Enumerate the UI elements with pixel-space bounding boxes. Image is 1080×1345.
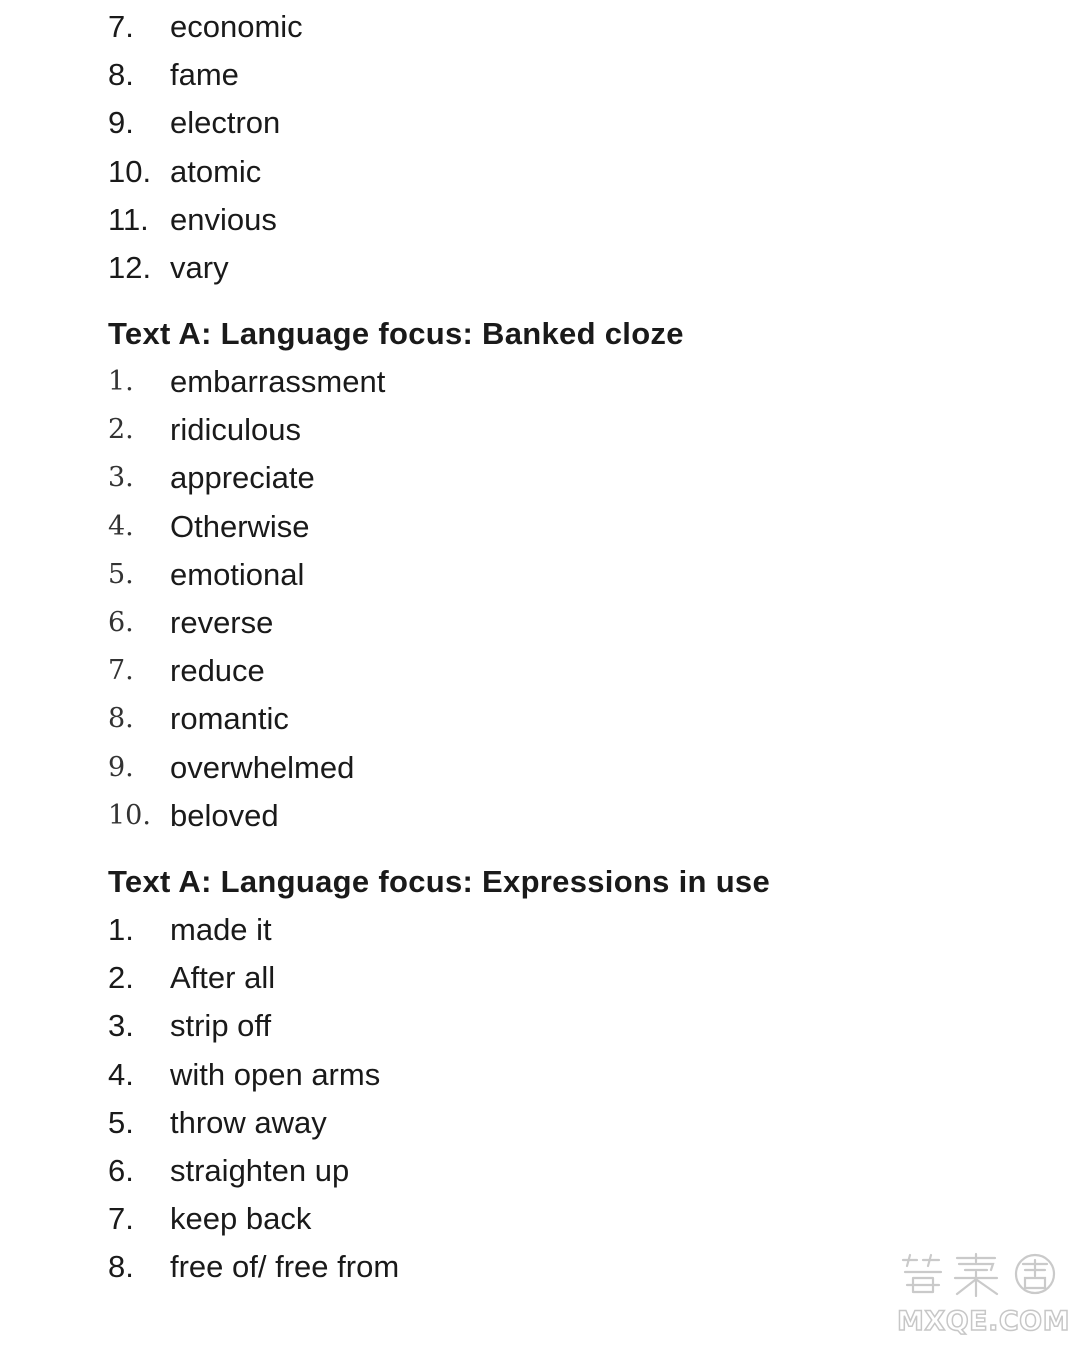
- item-number: 9.: [108, 105, 134, 141]
- answer-list-continued: [108, 3, 303, 292]
- item-answer: keep back: [170, 1201, 312, 1237]
- item-answer: fame: [170, 57, 239, 93]
- item-answer: ridiculous: [170, 412, 301, 448]
- item-answer: embarrassment: [170, 364, 386, 399]
- item-answer: atomic: [170, 153, 262, 189]
- item-number: 4.: [108, 1056, 134, 1092]
- list-item: [108, 196, 303, 244]
- list-item: [108, 99, 303, 147]
- site-watermark: [895, 1252, 1070, 1337]
- list-item: [108, 1195, 399, 1243]
- item-number: 11.: [108, 201, 149, 237]
- list-item: [108, 1051, 399, 1099]
- item-answer: vary: [170, 249, 229, 285]
- item-number: 7.: [108, 655, 134, 687]
- item-number: 12.: [108, 249, 152, 285]
- list-item: [108, 1243, 399, 1291]
- list-item: [108, 792, 385, 840]
- watermark-logo-icon: [895, 1252, 1070, 1297]
- item-answer: appreciate: [170, 460, 315, 496]
- item-answer: with open arms: [170, 1056, 381, 1092]
- item-answer: electron: [170, 105, 281, 141]
- item-answer: beloved: [170, 797, 279, 833]
- list-item: [108, 503, 385, 551]
- item-answer: economic: [170, 9, 303, 44]
- section-heading-expressions-in-use: Text A: Language focus: Expressions in use: [108, 864, 771, 899]
- item-answer: overwhelmed: [170, 749, 355, 785]
- item-answer: romantic: [170, 701, 289, 737]
- item-answer: After all: [170, 960, 276, 996]
- item-number: 4.: [108, 510, 134, 542]
- list-item: [108, 51, 303, 99]
- item-answer: made it: [170, 912, 272, 947]
- item-number: 2.: [108, 960, 134, 996]
- list-item: [108, 906, 399, 954]
- section-heading-banked-cloze: Text A: Language focus: Banked cloze: [108, 316, 684, 351]
- list-item: [108, 954, 399, 1002]
- item-number: 3.: [108, 1008, 134, 1044]
- item-answer: straighten up: [170, 1152, 350, 1188]
- item-answer: strip off: [170, 1008, 272, 1044]
- list-item: [108, 599, 385, 647]
- list-item: [108, 406, 385, 454]
- item-number: 5.: [108, 558, 134, 590]
- list-item: [108, 1002, 399, 1050]
- list-item: [108, 244, 303, 292]
- item-answer: reverse: [170, 604, 274, 640]
- item-answer: throw away: [170, 1104, 327, 1140]
- item-number: 7.: [108, 9, 134, 44]
- list-item: [108, 1147, 399, 1195]
- item-number: 6.: [108, 1152, 134, 1188]
- item-answer: reduce: [170, 653, 265, 689]
- item-number: 1.: [108, 912, 134, 947]
- list-item: [108, 454, 385, 502]
- item-number: 3.: [108, 462, 134, 494]
- list-item: [108, 695, 385, 743]
- item-number: 2.: [108, 414, 134, 446]
- expressions-answer-list: [108, 906, 399, 1292]
- item-number: 8.: [108, 57, 134, 93]
- item-answer: envious: [170, 201, 277, 237]
- item-answer: emotional: [170, 556, 305, 592]
- list-item: [108, 3, 303, 51]
- banked-cloze-answer-list: [108, 358, 385, 840]
- item-number: 6.: [108, 606, 134, 638]
- item-answer: Otherwise: [170, 508, 310, 544]
- item-number: 10.: [108, 153, 152, 189]
- item-answer: free of/ free from: [170, 1249, 400, 1285]
- list-item: [108, 1099, 399, 1147]
- item-number: 1.: [108, 366, 134, 397]
- list-item: [108, 358, 385, 406]
- item-number: 5.: [108, 1104, 134, 1140]
- list-item: [108, 148, 303, 196]
- list-item: [108, 551, 385, 599]
- item-number: 8.: [108, 1249, 134, 1285]
- watermark-site-text: MXQE.COM: [897, 1306, 1070, 1337]
- item-number: 10.: [108, 799, 151, 831]
- item-number: 7.: [108, 1201, 134, 1237]
- item-number: 9.: [108, 751, 134, 783]
- item-number: 8.: [108, 703, 134, 735]
- list-item: [108, 647, 385, 695]
- list-item: [108, 744, 385, 792]
